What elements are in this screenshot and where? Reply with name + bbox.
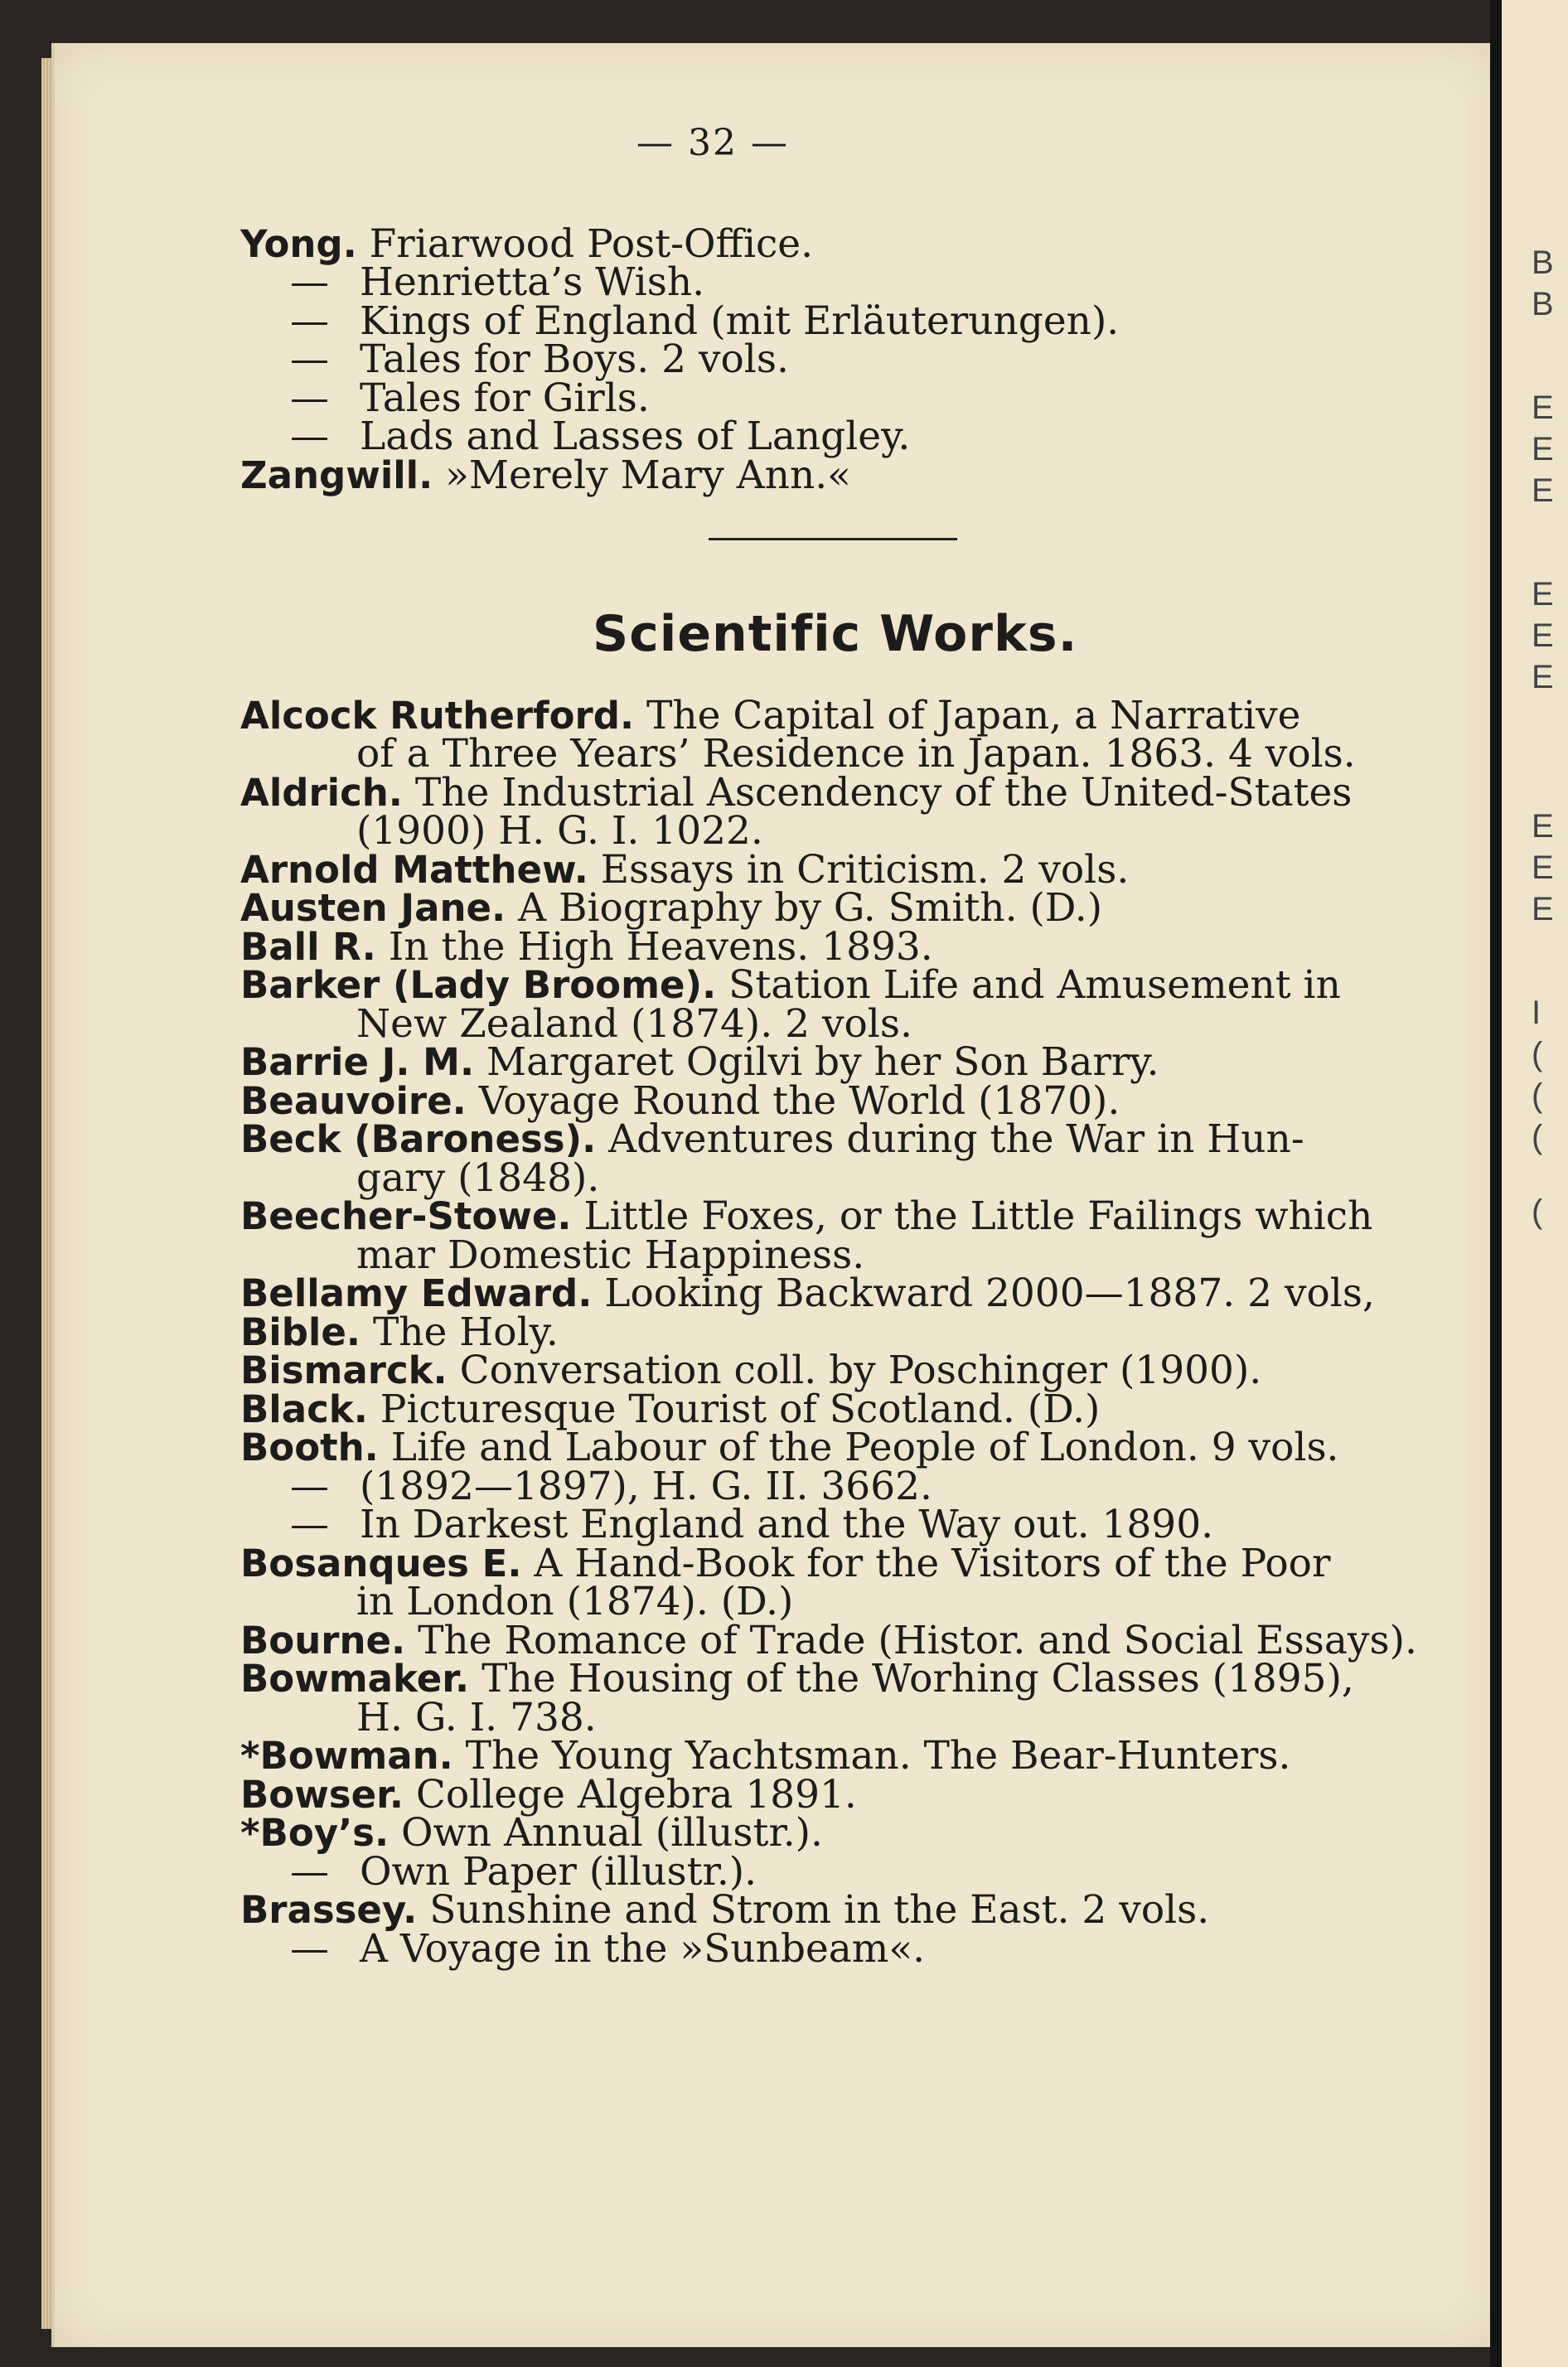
page-number: — 32 — (636, 122, 789, 164)
ditto-dash: — (290, 1848, 329, 1895)
entry-line (240, 259, 1401, 305)
entry-line (240, 414, 1401, 459)
work-title: Tales for Girls. (360, 375, 650, 421)
continuation-text: (1900) H. G. I. 1022. (356, 808, 763, 854)
continuation-text: in London (1874). (D.) (356, 1579, 794, 1624)
work-title: Looking Backward 2000—1887. 2 vols, (604, 1271, 1375, 1316)
entry-line (240, 692, 1401, 738)
ditto-dash: — (290, 1463, 329, 1509)
adjacent-page-letter: E (1532, 431, 1554, 467)
entry-line (240, 1348, 1401, 1393)
work-title: In the High Heavens. 1893. (388, 923, 933, 970)
work-title: Little Foxes, or the Little Failings which (583, 1193, 1373, 1239)
entry-line (240, 452, 1401, 498)
ditto-dash: — (290, 375, 329, 421)
adjacent-page-letter: B (1532, 286, 1554, 322)
entry-line (240, 846, 1401, 893)
author-name: Bowmaker. (240, 1657, 470, 1701)
work-title: Picturesque Tourist of Scotland. (D.) (380, 1386, 1101, 1432)
entry-line (240, 1887, 1401, 1933)
author-name: Ball R. (240, 924, 376, 969)
adjacent-page-letter: E (1532, 891, 1554, 927)
section-heading: Scientific Works. (593, 605, 1078, 663)
entry-line (240, 1116, 1401, 1162)
adjacent-page-letter: E (1532, 617, 1554, 654)
book-gutter (1490, 0, 1502, 2367)
continuation-text: H. G. I. 738. (356, 1694, 597, 1740)
work-title: A Biography by G. Smith. (D.) (518, 885, 1103, 931)
work-title: The Holy. (372, 1309, 559, 1355)
entry-line (240, 1771, 1401, 1818)
entry-line (240, 1617, 1417, 1663)
work-title: The Industrial Ascendency of the United-States (414, 769, 1353, 816)
entry-line (240, 1425, 1401, 1470)
entry-line (240, 1039, 1401, 1085)
adjacent-page-letter: E (1532, 472, 1554, 509)
ditto-dash: — (290, 259, 329, 305)
work-title: A Voyage in the »Sunbeam«. (360, 1925, 926, 1972)
entry-line (240, 731, 1401, 777)
entry-line (240, 1810, 1401, 1856)
adjacent-page-letter: ( (1532, 1119, 1543, 1155)
entry-line (240, 808, 1401, 854)
work-title: Sunshine and Strom in the East. 2 vols. (429, 1887, 1210, 1933)
work-title: College Algebra 1891. (415, 1771, 857, 1818)
work-title: Tales for Boys. 2 vols. (360, 336, 789, 382)
work-title: In Darkest England and the Way out. 1890. (360, 1502, 1214, 1547)
entry-line (240, 1502, 1401, 1547)
entry-line (240, 885, 1401, 931)
author-name: Bourne. (240, 1618, 406, 1663)
author-name: Black. (240, 1387, 368, 1431)
entry-line (240, 1540, 1401, 1586)
ditto-dash: — (290, 336, 329, 382)
entry-line (240, 1154, 1401, 1201)
author-name: Beauvoire. (240, 1078, 467, 1123)
adjacent-page-letter: ( (1532, 1193, 1543, 1230)
author-name: Alcock Rutherford. (240, 693, 635, 738)
work-title: Own Paper (illustr.). (360, 1848, 757, 1895)
entry-line (240, 1232, 1401, 1278)
adjacent-page-letter: E (1532, 659, 1554, 695)
work-title: The Young Yachtsman. The Bear-Hunters. (465, 1733, 1291, 1779)
entry-line (240, 1848, 1401, 1895)
author-name: Booth. (240, 1426, 379, 1469)
ditto-dash: — (290, 1502, 329, 1547)
entry-line (240, 1193, 1401, 1239)
adjacent-page-letter: E (1532, 808, 1554, 845)
work-title: A Hand-Book for the Visitors of the Poor (534, 1540, 1331, 1586)
work-title: Own Annual (illustr.). (401, 1810, 823, 1856)
entry-line (240, 1733, 1401, 1779)
author-name: Bowser. (240, 1772, 404, 1817)
author-name: Beck (Baroness). (240, 1117, 597, 1161)
page-content (240, 122, 1417, 1972)
author-name: Bible. (240, 1309, 361, 1354)
entry-line (240, 1309, 1401, 1355)
author-name: Bellamy Edward. (240, 1271, 593, 1315)
work-title: Conversation coll. by Poschinger (1900). (459, 1348, 1262, 1393)
work-title: Life and Labour of the People of London. 9 vols. (390, 1425, 1339, 1470)
adjacent-page-letter: E (1532, 850, 1554, 886)
entry-line (240, 769, 1401, 816)
work-title: The Capital of Japan, a Narrative (646, 692, 1301, 738)
continuation-text: New Zealand (1874). 2 vols. (356, 1000, 912, 1047)
entry-line (240, 1694, 1401, 1740)
entry-line (240, 962, 1401, 1008)
author-name: *Boy’s. (240, 1811, 390, 1855)
adjacent-page-letter: E (1532, 576, 1554, 612)
author-name: *Bowman. (240, 1734, 453, 1778)
continuation-text: of a Three Years’ Residence in Japan. 1863. 4 vols. (356, 731, 1356, 777)
work-title: Station Life and Amusement in (728, 962, 1341, 1008)
ditto-dash: — (290, 1925, 329, 1972)
entry-line (240, 1463, 1401, 1509)
work-title: Voyage Round the World (1870). (478, 1077, 1120, 1124)
work-title: Adventures during the War in Hun- (608, 1116, 1304, 1162)
author-name: Bosanques E. (240, 1541, 522, 1585)
adjacent-page-letter: I (1532, 995, 1541, 1031)
adjacent-page-letter: ( (1532, 1077, 1543, 1114)
entry-line (240, 220, 1401, 267)
continuation-text: mar Domestic Happiness. (356, 1232, 865, 1278)
entry-line (240, 298, 1401, 344)
work-title: »Merely Mary Ann.« (445, 452, 851, 498)
section-divider (709, 538, 957, 540)
author-name: Brassey. (240, 1888, 418, 1932)
adjacent-page-edge (1502, 0, 1568, 2367)
author-name: Beecher-Stowe. (240, 1194, 572, 1238)
author-name: Barker (Lady Broome). (240, 963, 717, 1007)
entry-line (240, 1271, 1401, 1316)
adjacent-page-letter: ( (1532, 1036, 1543, 1072)
work-title: Lads and Lasses of Langley. (360, 414, 911, 459)
work-title: Henrietta’s Wish. (360, 259, 705, 305)
work-title: The Housing of the Worhing Classes (1895), (482, 1656, 1354, 1701)
work-title: Margaret Ogilvi by her Son Barry. (486, 1039, 1159, 1085)
author-name: Arnold Matthew. (240, 847, 588, 892)
work-title: The Romance of Trade (Histor. and Social Essays). (418, 1617, 1417, 1663)
entry-line (240, 1386, 1401, 1432)
author-name: Zangwill. (240, 453, 433, 497)
author-name: Yong. (240, 221, 357, 266)
scientific-works-list (240, 692, 1417, 1972)
entry-line (240, 1579, 1401, 1624)
entry-line (240, 1000, 1401, 1047)
entry-line (240, 1925, 1401, 1972)
top-entry-list (240, 220, 1401, 498)
entry-line (240, 336, 1401, 382)
entry-line (240, 375, 1401, 421)
ditto-dash: — (290, 414, 329, 459)
author-name: Bismarck. (240, 1348, 448, 1392)
author-name: Barrie J. M. (240, 1040, 475, 1084)
work-title: (1892—1897), H. G. II. 3662. (360, 1463, 932, 1509)
author-name: Aldrich. (240, 770, 403, 815)
entry-line (240, 923, 1401, 970)
entry-line (240, 1077, 1401, 1124)
ditto-dash: — (290, 298, 329, 344)
work-title: Kings of England (mit Erläuterungen). (360, 298, 1120, 344)
entry-line (240, 1656, 1401, 1701)
work-title: Essays in Criticism. 2 vols. (600, 846, 1130, 893)
adjacent-page-letter: E (1532, 390, 1554, 426)
continuation-text: gary (1848). (356, 1154, 600, 1201)
adjacent-page-letter: B (1532, 244, 1554, 281)
work-title: Friarwood Post-Office. (369, 220, 814, 267)
author-name: Austen Jane. (240, 886, 506, 930)
